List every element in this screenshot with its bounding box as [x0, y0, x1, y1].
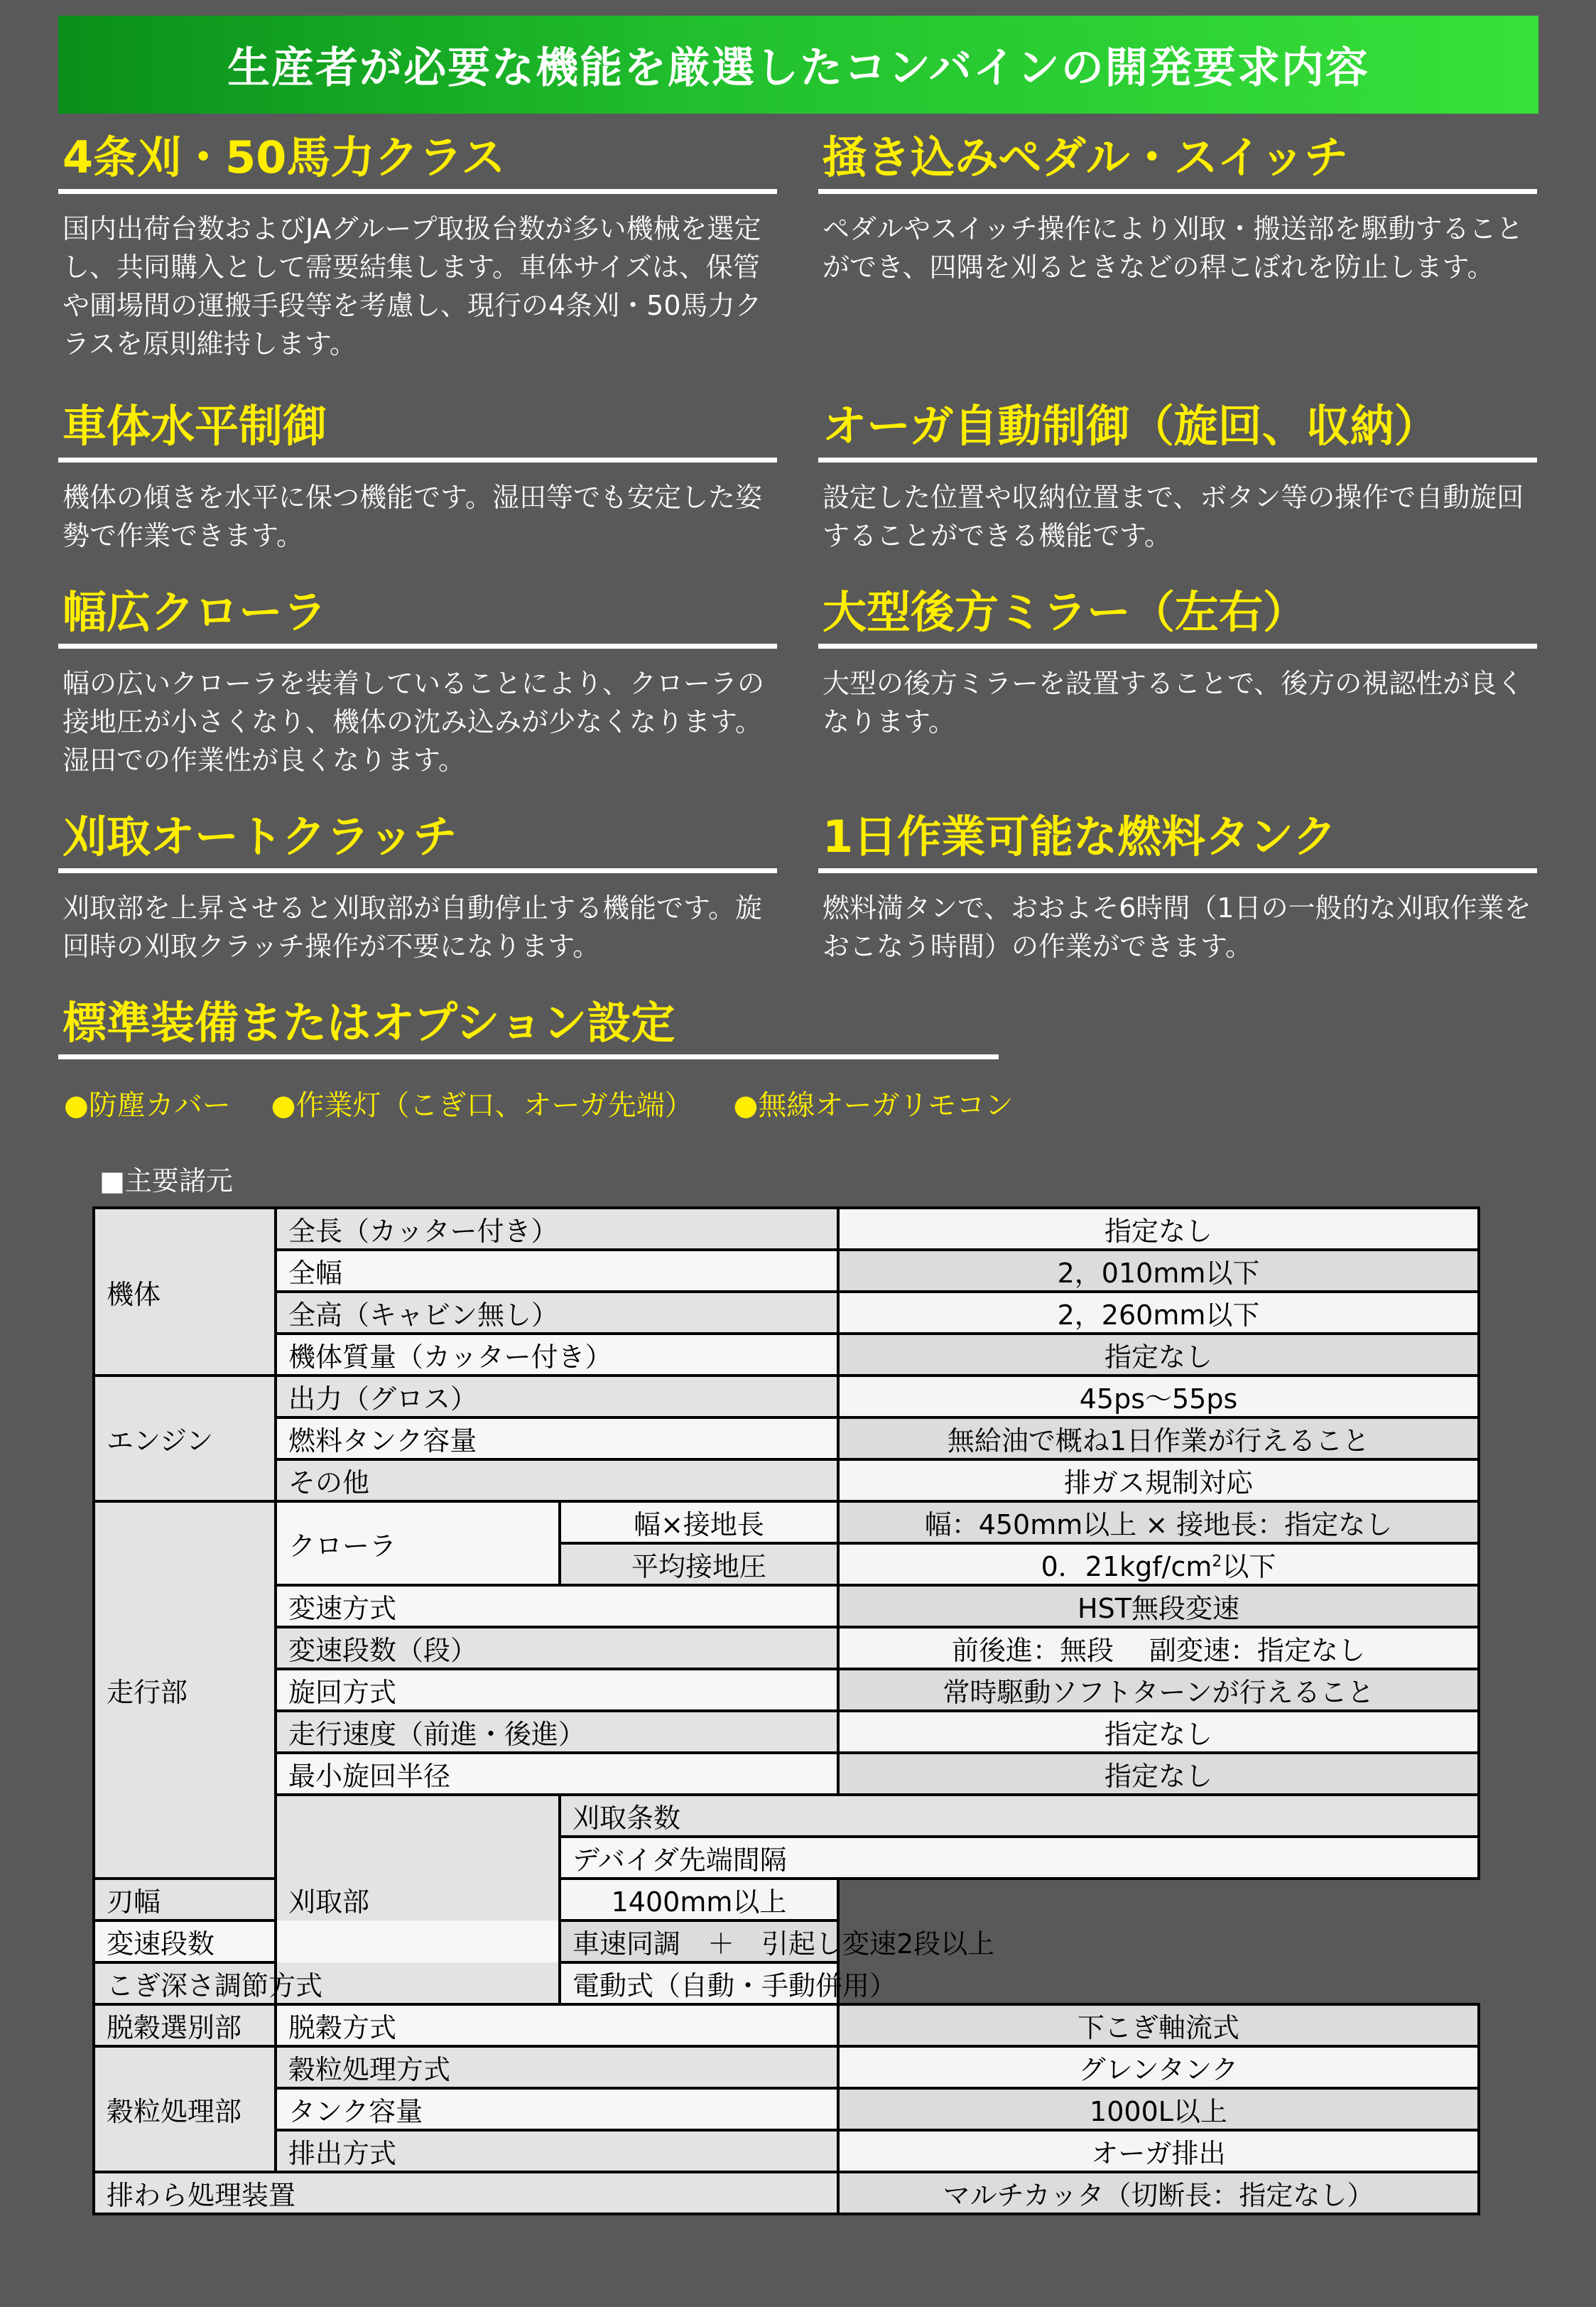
spec-value: 1000L以上	[838, 2088, 1479, 2130]
spec-label: その他	[276, 1459, 838, 1501]
feature-title: オーガ自動制御（旋回、収納）	[818, 395, 1537, 463]
table-row	[94, 1292, 1479, 1334]
spec-label: 変速方式	[276, 1585, 838, 1627]
spec-value: オーガ排出	[838, 2130, 1479, 2172]
spec-value: 指定なし	[838, 1753, 1479, 1795]
spec-value: HST無段変速	[838, 1585, 1479, 1627]
feature-body: 大型の後方ミラーを設置することで、後方の視認性が良くなります。	[823, 668, 1524, 738]
table-row	[94, 1753, 1479, 1795]
feature-wide-crawler	[58, 581, 777, 779]
spec-label: 走行速度（前進・後進）	[276, 1711, 838, 1753]
spec-label: 穀粒処理方式	[276, 2046, 838, 2088]
spec-value	[838, 1543, 1479, 1585]
spec-table	[92, 1206, 1480, 2215]
spec-label: 全長（カッター付き）	[276, 1208, 838, 1250]
table-row	[94, 1250, 1479, 1292]
spec-value: 2，010mm以下	[838, 1250, 1479, 1292]
table-row	[94, 1795, 1479, 1837]
feature-body: 幅の広いクローラを装着していることにより、クローラの接地圧が小さくなり、機体の沈み込みが少なくなります。湿田での作業性が良くなります。	[63, 668, 765, 776]
table-row	[94, 1334, 1479, 1376]
spec-value: 前後進：無段 副変速：指定なし	[838, 1627, 1479, 1669]
table-row	[94, 2088, 1479, 2130]
feature-title: 掻き込みペダル・スイッチ	[818, 126, 1537, 194]
group-engine: エンジン	[94, 1376, 276, 1501]
spec-label: 変速段数（段）	[276, 1627, 838, 1669]
option-item: ●無線オーガリモコン	[733, 1089, 1014, 1122]
spec-value: 45ps～55ps	[838, 1376, 1479, 1417]
group-body: 機体	[94, 1208, 276, 1376]
group-straw: 排わら処理装置	[94, 2172, 838, 2214]
feature-auger-control	[818, 395, 1537, 555]
spec-label: 排出方式	[276, 2130, 838, 2172]
feature-body: 国内出荷台数およびJAグループ取扱台数が多い機械を選定し、共同購入として需要結集します。車体サイズは、保管や圃場間の運搬手段等を考慮し、現行の4条刈・50馬力クラスを原則維持します。	[63, 213, 762, 360]
spec-label: 幅×接地長	[560, 1501, 838, 1543]
spec-value: 1400mm以上	[560, 1879, 838, 1920]
table-row	[94, 1962, 1479, 2004]
spec-label: 刃幅	[94, 1879, 560, 1920]
group-grain: 穀粒処理部	[94, 2046, 276, 2172]
table-row	[94, 1669, 1479, 1711]
feature-body: 刈取部を上昇させると刈取部が自動停止する機能です。旋回時の刈取クラッチ操作が不要になります。	[63, 892, 762, 962]
spec-label: 全高（キャビン無し）	[276, 1292, 838, 1334]
table-row	[94, 1417, 1479, 1459]
spec-value: 2，260mm以下	[838, 1292, 1479, 1334]
spec-label: こぎ深さ調節方式	[94, 1962, 560, 2004]
spec-value: 指定なし	[838, 1334, 1479, 1376]
spec-label: 出力（グロス）	[276, 1376, 838, 1417]
table-row	[94, 1627, 1479, 1669]
spec-value: マルチカッタ（切断長：指定なし）	[838, 2172, 1479, 2214]
spec-label: 全幅	[276, 1250, 838, 1292]
feature-title: 1日作業可能な燃料タンク	[818, 806, 1537, 873]
spec-value: 排ガス規制対応	[838, 1459, 1479, 1501]
spec-value: 電動式（自動・手動併用）	[560, 1962, 838, 2004]
table-row	[94, 2004, 1479, 2046]
page-banner: 生産者が必要な機能を厳選したコンバインの開発要求内容	[58, 16, 1538, 114]
feature-fuel-tank	[818, 806, 1537, 966]
feature-title: 幅広クローラ	[58, 581, 777, 649]
spec-value: 指定なし	[838, 1711, 1479, 1753]
feature-rear-mirror	[818, 581, 1537, 741]
table-row	[94, 1501, 1479, 1543]
spec-value-text: 0．21kgf/cm	[1041, 1551, 1212, 1582]
spec-label: 燃料タンク容量	[276, 1417, 838, 1459]
group-travel: 走行部	[94, 1501, 276, 1879]
option-list	[64, 1086, 1045, 1125]
feature-auto-clutch	[58, 806, 777, 966]
spec-label: 脱穀方式	[276, 2004, 838, 2046]
feature-title: 大型後方ミラー（左右）	[818, 581, 1537, 649]
option-item: ●作業灯（こぎ口、オーガ先端）	[271, 1089, 693, 1122]
feature-level-control	[58, 395, 777, 555]
table-row	[94, 1711, 1479, 1753]
table-row	[94, 1585, 1479, 1627]
feature-pedal-switch	[818, 126, 1537, 286]
feature-title: 車体水平制御	[58, 395, 777, 463]
table-row	[94, 2172, 1479, 2214]
group-thresh: 脱穀選別部	[94, 2004, 276, 2046]
table-row	[94, 2046, 1479, 2088]
table-row	[94, 1208, 1479, 1250]
spec-value-suffix: 以下	[1222, 1551, 1276, 1582]
table-row	[94, 1459, 1479, 1501]
feature-body: 燃料満タンで、おおよそ6時間（1日の一般的な刈取作業をおこなう時間）の作業ができます。	[823, 892, 1531, 962]
spec-value: 車速同調 ＋ 引起し変速2段以上	[560, 1920, 838, 1962]
spec-value: グレンタンク	[838, 2046, 1479, 2088]
feature-title: 4条刈・50馬力クラス	[58, 126, 777, 194]
spec-label: 機体質量（カッター付き）	[276, 1334, 838, 1376]
spec-value: 指定なし	[838, 1208, 1479, 1250]
table-row	[94, 1920, 1479, 1962]
feature-title: 刈取オートクラッチ	[58, 806, 777, 873]
standard-equipment-title: 標準装備またはオプション設定	[58, 992, 999, 1059]
spec-label: デバイダ先端間隔	[560, 1837, 1479, 1879]
spec-value: 常時駆動ソフトターンが行えること	[838, 1669, 1479, 1711]
spec-label: 平均接地圧	[560, 1543, 838, 1585]
superscript: 2	[1212, 1552, 1222, 1571]
group-crawler: クローラ	[276, 1501, 560, 1585]
group-reaper: 刈取部	[276, 1795, 560, 2004]
spec-label: 最小旋回半径	[276, 1753, 838, 1795]
spec-label: 旋回方式	[276, 1669, 838, 1711]
spec-title: ■主要諸元	[99, 1165, 233, 1196]
feature-body: 機体の傾きを水平に保つ機能です。湿田等でも安定した姿勢で作業できます。	[63, 482, 762, 551]
table-row	[94, 2130, 1479, 2172]
feature-body: ペダルやスイッチ操作により刈取・搬送部を駆動することができ、四隅を刈るときなどの稈こぼれを防止します。	[823, 213, 1524, 283]
spec-value: 下こぎ軸流式	[838, 2004, 1479, 2046]
spec-label: 変速段数	[94, 1920, 560, 1962]
spec-value: 無給油で概ね1日作業が行えること	[838, 1417, 1479, 1459]
feature-4row-50hp	[58, 126, 777, 363]
spec-label: 刈取条数	[560, 1795, 1479, 1837]
spec-label: タンク容量	[276, 2088, 838, 2130]
spec-value: 幅：450mm以上 × 接地長：指定なし	[838, 1501, 1479, 1543]
table-row	[94, 1376, 1479, 1417]
option-item: ●防塵カバー	[64, 1089, 231, 1122]
feature-body: 設定した位置や収納位置まで、ボタン等の操作で自動旋回することができる機能です。	[823, 482, 1524, 551]
